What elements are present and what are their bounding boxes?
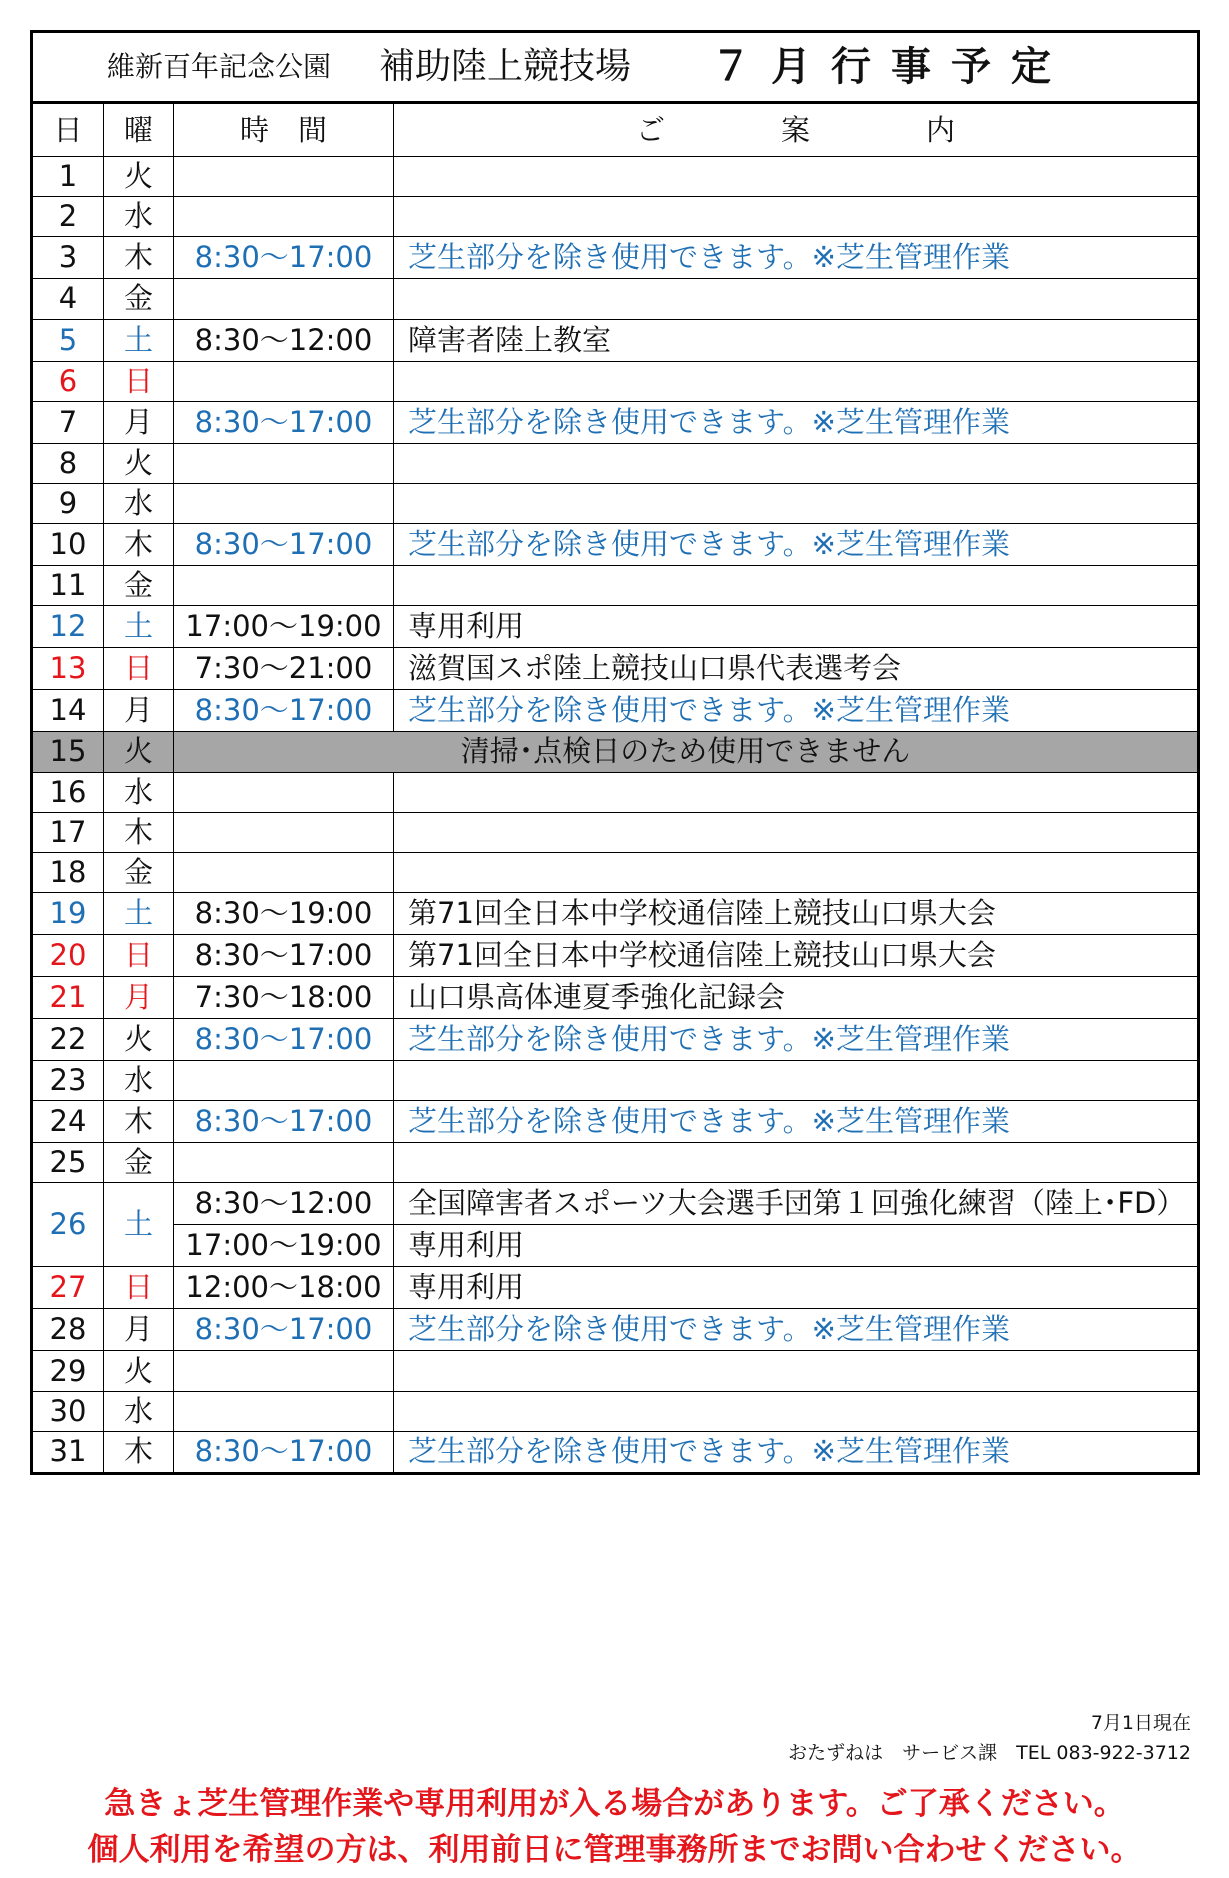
schedule-row	[32, 690, 1199, 732]
time-cell	[174, 279, 394, 319]
info-cell	[394, 443, 1199, 483]
schedule-sheet	[30, 30, 1197, 1475]
weekday: 火	[104, 1351, 174, 1391]
schedule-row	[32, 935, 1199, 977]
header-weekday: 曜	[104, 103, 174, 157]
time-cell: 8:30～17:00	[174, 1431, 394, 1473]
time-cell	[174, 772, 394, 812]
info-cell: 第71回全日本中学校通信陸上競技山口県大会	[394, 893, 1199, 935]
day-number: 27	[32, 1267, 104, 1309]
weekday: 土	[104, 893, 174, 935]
schedule-row	[32, 732, 1199, 772]
time-cell: 8:30～17:00	[174, 1309, 394, 1351]
weekday: 木	[104, 524, 174, 566]
info-cell: 芝生部分を除き使用できます。※芝生管理作業	[394, 1019, 1199, 1061]
schedule-row	[32, 566, 1199, 606]
info-cell: 専用利用	[394, 1225, 1199, 1267]
schedule-row	[32, 1183, 1199, 1225]
weekday: 日	[104, 648, 174, 690]
weekday: 水	[104, 772, 174, 812]
day-number: 25	[32, 1143, 104, 1183]
time-cell: 8:30～17:00	[174, 1101, 394, 1143]
day-number: 9	[32, 483, 104, 523]
schedule-row	[32, 157, 1199, 197]
day-number: 14	[32, 690, 104, 732]
weekday: 日	[104, 361, 174, 401]
info-cell	[394, 279, 1199, 319]
weekday: 土	[104, 319, 174, 361]
info-cell: 芝生部分を除き使用できます。※芝生管理作業	[394, 237, 1199, 279]
notice-line-2: 個人利用を希望の方は、利用前日に管理事務所までお問い合わせください。	[87, 1832, 1142, 1868]
closed-notice: 清掃･点検日のため使用できません	[174, 732, 1199, 772]
schedule-row	[32, 361, 1199, 401]
weekday: 月	[104, 690, 174, 732]
day-number: 23	[32, 1061, 104, 1101]
day-number: 3	[32, 237, 104, 279]
time-cell	[174, 812, 394, 852]
time-cell: 8:30～12:00	[174, 1183, 394, 1225]
day-number: 5	[32, 319, 104, 361]
info-cell	[394, 772, 1199, 812]
schedule-row	[32, 1019, 1199, 1061]
info-cell: 芝生部分を除き使用できます。※芝生管理作業	[394, 524, 1199, 566]
info-cell: 障害者陸上教室	[394, 319, 1199, 361]
day-number: 31	[32, 1431, 104, 1473]
time-cell: 8:30～17:00	[174, 524, 394, 566]
time-cell	[174, 483, 394, 523]
schedule-row	[32, 319, 1199, 361]
day-number: 2	[32, 197, 104, 237]
schedule-row	[32, 1225, 1199, 1267]
day-number: 22	[32, 1019, 104, 1061]
day-number: 24	[32, 1101, 104, 1143]
info-cell: 専用利用	[394, 606, 1199, 648]
day-number: 30	[32, 1391, 104, 1431]
weekday: 水	[104, 483, 174, 523]
info-cell: 芝生部分を除き使用できます。※芝生管理作業	[394, 401, 1199, 443]
time-cell: 12:00～18:00	[174, 1267, 394, 1309]
time-cell	[174, 197, 394, 237]
time-cell	[174, 852, 394, 892]
time-cell: 8:30～17:00	[174, 935, 394, 977]
time-cell	[174, 566, 394, 606]
info-cell	[394, 361, 1199, 401]
info-cell	[394, 1391, 1199, 1431]
time-cell: 8:30～17:00	[174, 1019, 394, 1061]
schedule-row	[32, 279, 1199, 319]
day-number: 16	[32, 772, 104, 812]
info-cell	[394, 566, 1199, 606]
time-cell: 8:30～19:00	[174, 893, 394, 935]
schedule-row	[32, 1267, 1199, 1309]
weekday: 土	[104, 1183, 174, 1267]
weekday: 水	[104, 197, 174, 237]
day-number: 18	[32, 852, 104, 892]
weekday: 火	[104, 443, 174, 483]
time-cell: 8:30～17:00	[174, 237, 394, 279]
schedule-row	[32, 197, 1199, 237]
day-number: 7	[32, 401, 104, 443]
time-cell	[174, 157, 394, 197]
weekday: 水	[104, 1061, 174, 1101]
header-row	[32, 103, 1199, 157]
schedule-row	[32, 1309, 1199, 1351]
day-number: 8	[32, 443, 104, 483]
schedule-row	[32, 1101, 1199, 1143]
info-cell	[394, 1143, 1199, 1183]
schedule-row	[32, 1431, 1199, 1473]
header-day: 日	[32, 103, 104, 157]
info-cell	[394, 157, 1199, 197]
weekday: 火	[104, 1019, 174, 1061]
notice-line-1: 急きょ芝生管理作業や専用利用が入る場合があります。ご了承ください。	[104, 1786, 1125, 1822]
weekday: 土	[104, 606, 174, 648]
info-cell	[394, 1061, 1199, 1101]
info-cell	[394, 852, 1199, 892]
time-cell	[174, 443, 394, 483]
time-cell	[174, 1391, 394, 1431]
schedule-row	[32, 812, 1199, 852]
weekday: 火	[104, 732, 174, 772]
weekday: 木	[104, 1431, 174, 1473]
weekday: 金	[104, 1143, 174, 1183]
time-cell: 8:30～17:00	[174, 401, 394, 443]
day-number: 4	[32, 279, 104, 319]
weekday: 水	[104, 1391, 174, 1431]
info-cell	[394, 483, 1199, 523]
schedule-row	[32, 852, 1199, 892]
info-cell: 専用利用	[394, 1267, 1199, 1309]
weekday: 木	[104, 237, 174, 279]
title-row	[32, 32, 1199, 103]
schedule-row	[32, 648, 1199, 690]
schedule-row	[32, 524, 1199, 566]
schedule-row	[32, 606, 1199, 648]
day-number: 26	[32, 1183, 104, 1267]
info-cell: 芝生部分を除き使用できます。※芝生管理作業	[394, 1431, 1199, 1473]
schedule-row	[32, 401, 1199, 443]
park-name: 維新百年記念公園	[107, 50, 332, 83]
time-cell: 7:30～21:00	[174, 648, 394, 690]
weekday: 金	[104, 852, 174, 892]
time-cell	[174, 361, 394, 401]
day-number: 15	[32, 732, 104, 772]
time-cell	[174, 1351, 394, 1391]
schedule-row	[32, 237, 1199, 279]
info-cell: 芝生部分を除き使用できます。※芝生管理作業	[394, 1309, 1199, 1351]
time-cell: 8:30～12:00	[174, 319, 394, 361]
weekday: 金	[104, 279, 174, 319]
day-number: 13	[32, 648, 104, 690]
day-number: 6	[32, 361, 104, 401]
contact-info: おたずねは サービス課 TEL 083-922-3712	[788, 1742, 1191, 1764]
schedule-row	[32, 893, 1199, 935]
schedule-row	[32, 1351, 1199, 1391]
day-number: 21	[32, 977, 104, 1019]
day-number: 11	[32, 566, 104, 606]
schedule-row	[32, 1391, 1199, 1431]
time-cell: 7:30～18:00	[174, 977, 394, 1019]
weekday: 日	[104, 935, 174, 977]
time-cell: 17:00～19:00	[174, 1225, 394, 1267]
weekday: 火	[104, 157, 174, 197]
schedule-row	[32, 977, 1199, 1019]
info-cell: 滋賀国スポ陸上競技山口県代表選考会	[394, 648, 1199, 690]
info-cell	[394, 197, 1199, 237]
header-time: 時 間	[174, 103, 394, 157]
info-cell	[394, 1351, 1199, 1391]
header-info: ご 案 内	[394, 103, 1199, 157]
time-cell	[174, 1061, 394, 1101]
weekday: 木	[104, 812, 174, 852]
info-cell	[394, 812, 1199, 852]
as-of-date: 7月1日現在	[1090, 1712, 1191, 1734]
info-cell: 山口県高体連夏季強化記録会	[394, 977, 1199, 1019]
weekday: 金	[104, 566, 174, 606]
schedule-row	[32, 1143, 1199, 1183]
schedule-table	[30, 30, 1200, 1475]
time-cell: 8:30～17:00	[174, 690, 394, 732]
day-number: 20	[32, 935, 104, 977]
day-number: 19	[32, 893, 104, 935]
time-cell: 17:00～19:00	[174, 606, 394, 648]
schedule-row	[32, 483, 1199, 523]
weekday: 日	[104, 1267, 174, 1309]
day-number: 28	[32, 1309, 104, 1351]
info-cell: 芝生部分を除き使用できます。※芝生管理作業	[394, 690, 1199, 732]
weekday: 月	[104, 1309, 174, 1351]
schedule-row	[32, 1061, 1199, 1101]
day-number: 1	[32, 157, 104, 197]
venue-name: 補助陸上競技場	[379, 46, 632, 87]
schedule-title: ７月行事予定	[711, 44, 1072, 90]
schedule-row	[32, 443, 1199, 483]
weekday: 木	[104, 1101, 174, 1143]
day-number: 17	[32, 812, 104, 852]
time-cell	[174, 1143, 394, 1183]
day-number: 12	[32, 606, 104, 648]
weekday: 月	[104, 977, 174, 1019]
schedule-row	[32, 772, 1199, 812]
info-cell: 第71回全日本中学校通信陸上競技山口県大会	[394, 935, 1199, 977]
info-cell: 芝生部分を除き使用できます。※芝生管理作業	[394, 1101, 1199, 1143]
day-number: 10	[32, 524, 104, 566]
info-cell: 全国障害者スポーツ大会選手団第１回強化練習（陸上･FD）	[394, 1183, 1199, 1225]
day-number: 29	[32, 1351, 104, 1391]
weekday: 月	[104, 401, 174, 443]
